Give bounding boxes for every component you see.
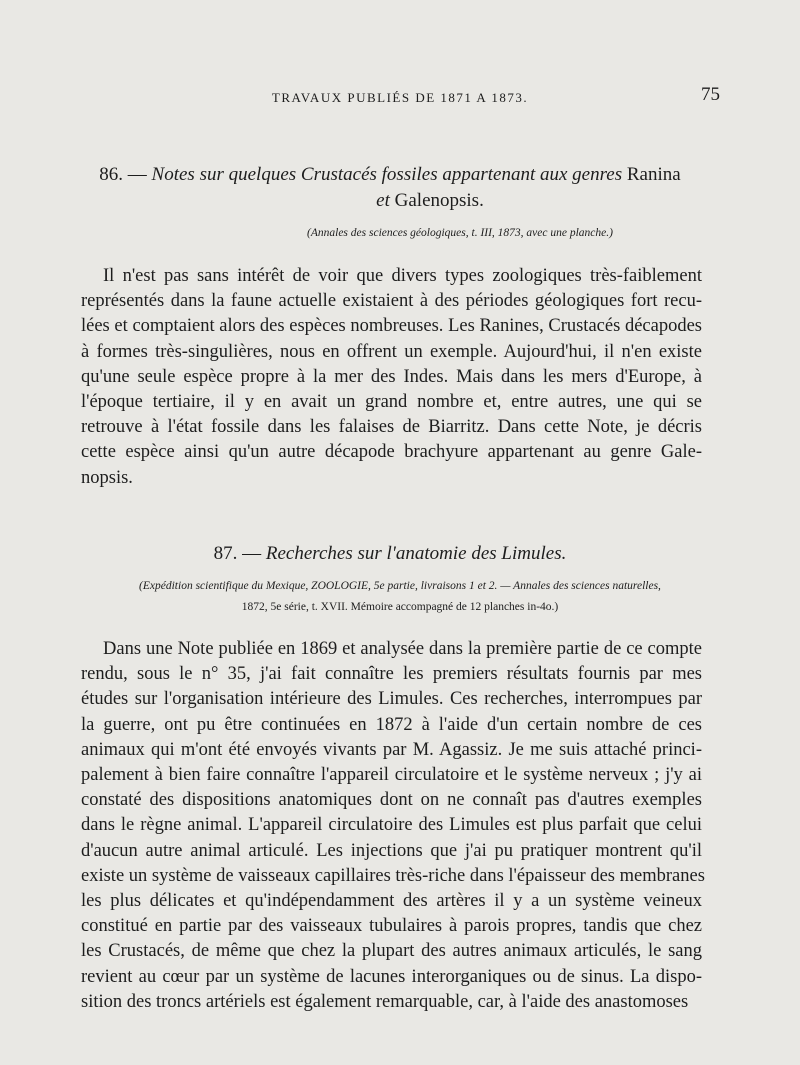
text-line: à formes très-singulières, nous en offrent un exemple. Aujourd'hui, il n'en existe	[81, 341, 702, 362]
section-86-title-genus-2: Galenopsis.	[394, 190, 484, 211]
section-87-heading	[200, 541, 580, 567]
text-line: les Crustacés, de même que chez la plupart des autres animaux articulés, le sang	[81, 941, 702, 962]
text-line: existe un système de vaisseaux capillaires très-riche dans l'épaisseur des membranes	[81, 865, 705, 886]
text-line: Dans une Note publiée en 1869 et analysée dans la première partie de ce compte	[103, 639, 702, 659]
section-86-heading	[80, 162, 700, 188]
text-line: qu'une seule espèce propre à la mer des Indes. Mais dans les mers d'Europe, à	[81, 366, 702, 387]
text-line: cette espèce ainsi qu'un autre décapode brachyure appartenant au genre Gale-	[81, 442, 702, 463]
text-line: représentés dans la faune actuelle existaient à des périodes géologiques fort recu-	[81, 291, 702, 312]
text-line: sition des troncs artériels est également remarquable, car, à l'aide des anastomoses	[81, 991, 689, 1012]
text-line: retrouve à l'état fossile dans les falaises de Biarritz. Dans cette Note, je décris	[81, 417, 702, 438]
section-86-heading-line2	[80, 188, 780, 214]
text-line: les plus délicates et qu'indépendamment des artères il y a un système veineux	[81, 891, 702, 912]
section-87-source-line2: 1872, 5e série, t. XVII. Mémoire accompagné de 12 planches in-4o.)	[241, 601, 559, 613]
section-86-title-italic: Notes sur quelques Crustacés fossiles appartenant aux genres	[151, 164, 623, 185]
section-86-body	[81, 264, 702, 491]
text-line: l'époque tertiaire, il y en avait un grand nombre et, entre autres, une qui se	[81, 392, 702, 413]
section-87-number: 87. —	[213, 543, 262, 564]
text-line: constitué en partie par des vaisseaux tubulaires à parois propres, tandis que chez	[81, 916, 702, 937]
text-line: animaux qui m'ont été envoyés vivants par M. Agassiz. Je me suis attaché princi-	[81, 739, 702, 760]
text-line: nopsis.	[81, 467, 133, 488]
section-86-title-genus-1: Ranina	[626, 164, 681, 185]
section-86-number: 86. —	[99, 164, 147, 185]
text-line: constaté des dispositions anatomiques dont on ne connaît pas d'autres exemples	[81, 790, 702, 811]
section-86-source	[180, 223, 740, 244]
section-87-title: Recherches sur l'anatomie des Limules.	[265, 543, 567, 564]
section-87-body	[81, 637, 705, 1015]
section-86-title-et: et	[376, 190, 390, 211]
text-line: la guerre, ont pu être continuées en 1872 à l'aide d'un certain nombre de ces	[81, 714, 702, 735]
section-87-source-line1: (Expédition scientifique du Mexique, ZOOLOGIE, 5e partie, livraisons 1 et 2. — Annales des sciences naturelles,	[139, 580, 661, 592]
text-line: d'aucun autre animal articulé. Les injections que j'ai pu pratiquer montrent qu'il	[81, 840, 702, 861]
text-line: Il n'est pas sans intérêt de voir que divers types zoologiques très-faiblement	[103, 266, 702, 286]
text-line: dans le règne animal. L'appareil circulatoire des Limules est plus parfait que celui	[81, 815, 702, 836]
page-header	[80, 84, 720, 114]
text-line: études sur l'organisation intérieure des Limules. Ces recherches, interrompues par	[81, 689, 702, 710]
running-title: TRAVAUX PUBLIÉS DE 1871 A 1873.	[271, 90, 529, 105]
text-line: palement à bien faire connaître l'appareil circulatoire et le système nerveux ; j'y ai	[81, 765, 702, 786]
text-line: rendu, sous le n° 35, j'ai fait connaître les premiers résultats fournis par mes	[81, 664, 702, 685]
text-line: lées et comptaient alors des espèces nombreuses. Les Ranines, Crustacés décapodes	[81, 316, 702, 337]
page-number: 75	[701, 84, 720, 105]
text-line: revient au cœur par un système de lacunes interorganiques ou de sinus. La dispo-	[81, 966, 702, 987]
section-86-source-text: (Annales des sciences géologiques, t. III, 1873, avec une planche.)	[307, 227, 613, 239]
